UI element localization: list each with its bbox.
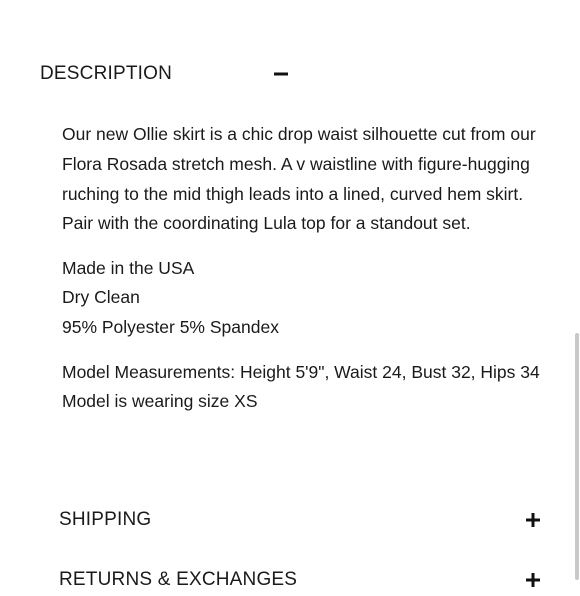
shipping-accordion-header[interactable] <box>0 506 580 536</box>
scrollbar-thumb[interactable] <box>575 333 579 580</box>
model-size: Model is wearing size XS <box>62 391 258 412</box>
returns-accordion-header[interactable] <box>0 566 580 596</box>
minus-icon[interactable] <box>273 66 289 82</box>
plus-icon[interactable] <box>525 512 541 528</box>
detail-care: Dry Clean <box>62 287 140 308</box>
detail-origin: Made in the USA <box>62 257 195 278</box>
shipping-title: SHIPPING <box>59 509 152 530</box>
description-paragraph: Our new Ollie skirt is a chic drop waist silhouette cut from our Flora Rosada stretch mesh. A v waistline with figure-hugging ruching to the mid thigh leads into a lined, curved hem skirt. Pair with the coordinating Lula top for a standout set. <box>62 124 536 234</box>
returns-title: RETURNS & EXCHANGES <box>59 569 298 590</box>
model-info <box>62 358 540 418</box>
plus-icon[interactable] <box>525 572 541 588</box>
product-details <box>62 254 540 343</box>
description-accordion-header[interactable] <box>0 60 580 90</box>
scrollbar-track[interactable] <box>574 0 580 580</box>
detail-material: 95% Polyester 5% Spandex <box>62 317 279 338</box>
description-content <box>62 120 540 432</box>
model-measurements: Model Measurements: Height 5'9", Waist 24, Bust 32, Hips 34 <box>62 361 540 382</box>
description-title: DESCRIPTION <box>40 63 173 84</box>
